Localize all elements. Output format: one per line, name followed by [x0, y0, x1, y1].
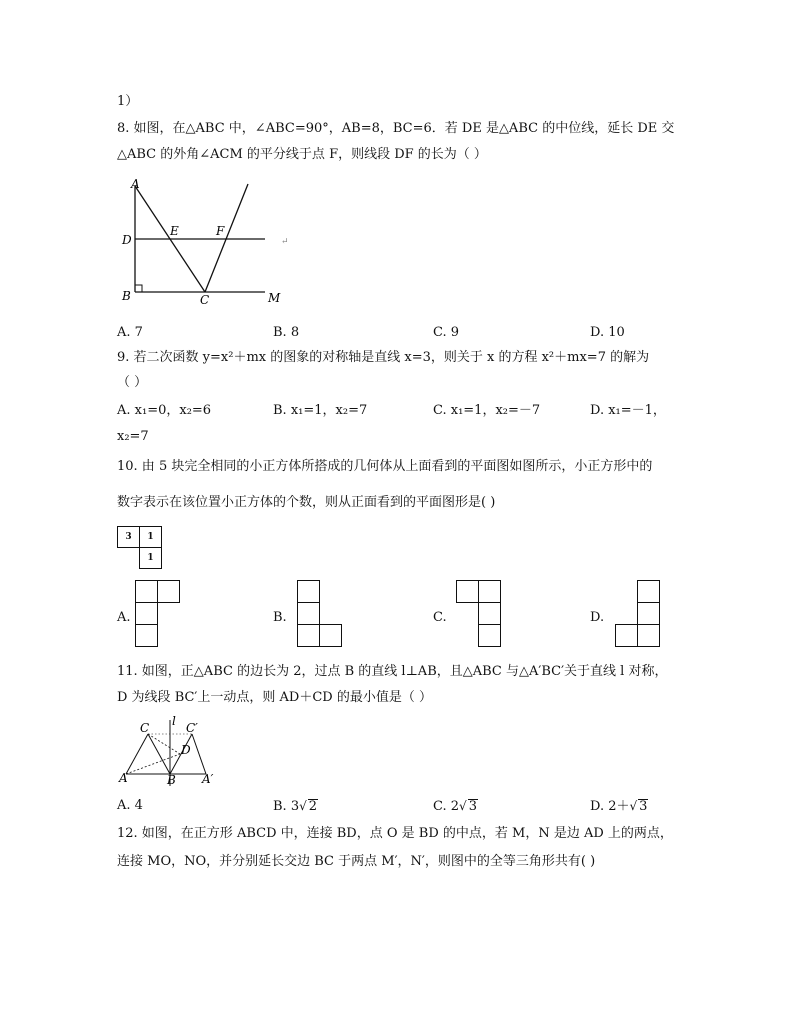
q10-option-b-label: B. [273, 610, 287, 625]
q8-text-line2: △ABC 的外角∠ACM 的平分线于点 F，则线段 DF 的长为（ ） [117, 147, 487, 162]
q10-option-d-label: D. [590, 610, 605, 625]
q10-text-line2: 数字表示在该位置小正方体的个数，则从正面看到的平面图形是( ) [117, 495, 496, 510]
q11-label-D: D [181, 743, 191, 757]
q11-option-b-prefix: B. 3 [273, 799, 300, 814]
q11-option-b-sqrt-icon: √ [299, 799, 307, 813]
q11-label-C-prime: C′ [186, 721, 198, 735]
q9-option-b: B. x₁=1，x₂=7 [273, 403, 368, 418]
q9-option-c: C. x₁=1，x₂=－7 [433, 403, 541, 418]
q11-option-b-radicand: 2 [308, 799, 318, 814]
q10-text-line1: 10. 由 5 块完全相同的小正方体所搭成的几何体从上面看到的平面图如图所示，小正方形中的 [117, 459, 653, 474]
q11-option-c [433, 797, 478, 816]
q8-text-line1: 8. 如图，在△ABC 中，∠ABC=90°，AB=8，BC=6．若 DE 是△ABC 的中位线，延长 DE 交 [117, 121, 675, 136]
q8-option-a: A. 7 [117, 325, 143, 340]
q8-return-mark: ↵ [281, 237, 289, 247]
q8-label-D: D [122, 233, 132, 247]
q11-figure [118, 716, 218, 788]
q11-line-C2A2 [192, 734, 206, 774]
q11-label-B: B [167, 773, 176, 787]
q11-label-A-prime: A′ [202, 772, 214, 786]
q7-tail: 1） [117, 94, 139, 109]
q11-option-a: A. 4 [117, 798, 143, 813]
q8-label-B: B [122, 289, 131, 303]
q12-text-line2: 连接 MO，NO，并分别延长交边 BC 于两点 M′，N′，则图中的全等三角形共有( ) [117, 854, 596, 869]
q10-grid-cell-3: 1 [139, 547, 162, 569]
q11-option-c-sqrt-icon: √ [459, 799, 467, 813]
q11-line-AC [126, 734, 148, 774]
q8-line-CF [205, 184, 248, 292]
q11-option-d [590, 797, 648, 816]
q9-text-line2: （ ） [117, 375, 148, 390]
q8-label-A: A [131, 177, 140, 191]
q8-figure [118, 176, 293, 306]
q8-right-angle-mark [135, 285, 142, 292]
q12-text-line1: 12. 如图，在正方形 ABCD 中，连接 BD，点 O 是 BD 的中点，若 M，N 是边 AD 上的两点， [117, 826, 673, 841]
q9-text-line1: 9. 若二次函数 y=x²＋mx 的图象的对称轴是直线 x=3，则关于 x 的方程 x²＋mx=7 的解为 [117, 350, 650, 365]
q11-option-b [273, 797, 318, 816]
q8-label-F: F [216, 224, 225, 238]
q11-label-C: C [140, 721, 150, 735]
q9-option-a: A. x₁=0，x₂=6 [117, 403, 212, 418]
q8-option-b: B. 8 [273, 325, 300, 340]
q10-grid-cell-1: 3 [117, 526, 140, 548]
q8-label-E: E [170, 224, 179, 238]
q10-grid-cell-2: 1 [139, 526, 162, 548]
q11-label-A: A [119, 771, 128, 785]
q8-label-C: C [200, 293, 210, 307]
q11-option-d-radicand: 3 [639, 799, 648, 814]
q11-line-CB [148, 734, 170, 774]
q11-option-d-prefix: D. 2＋ [590, 799, 630, 814]
q8-option-d: D. 10 [590, 325, 625, 340]
q11-option-d-sqrt-icon: √ [629, 799, 638, 813]
q8-label-M: M [268, 291, 281, 305]
q11-line-CD [148, 734, 180, 754]
q11-option-c-prefix: C. 2 [433, 799, 460, 814]
q10-option-c-label: C. [433, 610, 447, 625]
q10-option-a-label: A. [117, 610, 131, 625]
q9-option-d-cont: x₂=7 [117, 429, 149, 444]
q11-option-c-radicand: 3 [468, 799, 477, 814]
q9-option-d: D. x₁=－1， [590, 403, 666, 418]
q11-text-line2: D 为线段 BC′上一动点，则 AD＋CD 的最小值是（ ） [117, 690, 432, 705]
q8-option-c: C. 9 [433, 325, 460, 340]
q11-text-line1: 11. 如图，正△ABC 的边长为 2，过点 B 的直线 l⊥AB，且△ABC 与△A′BC′关于直线 l 对称， [117, 664, 668, 679]
q11-label-l: l [172, 714, 176, 728]
